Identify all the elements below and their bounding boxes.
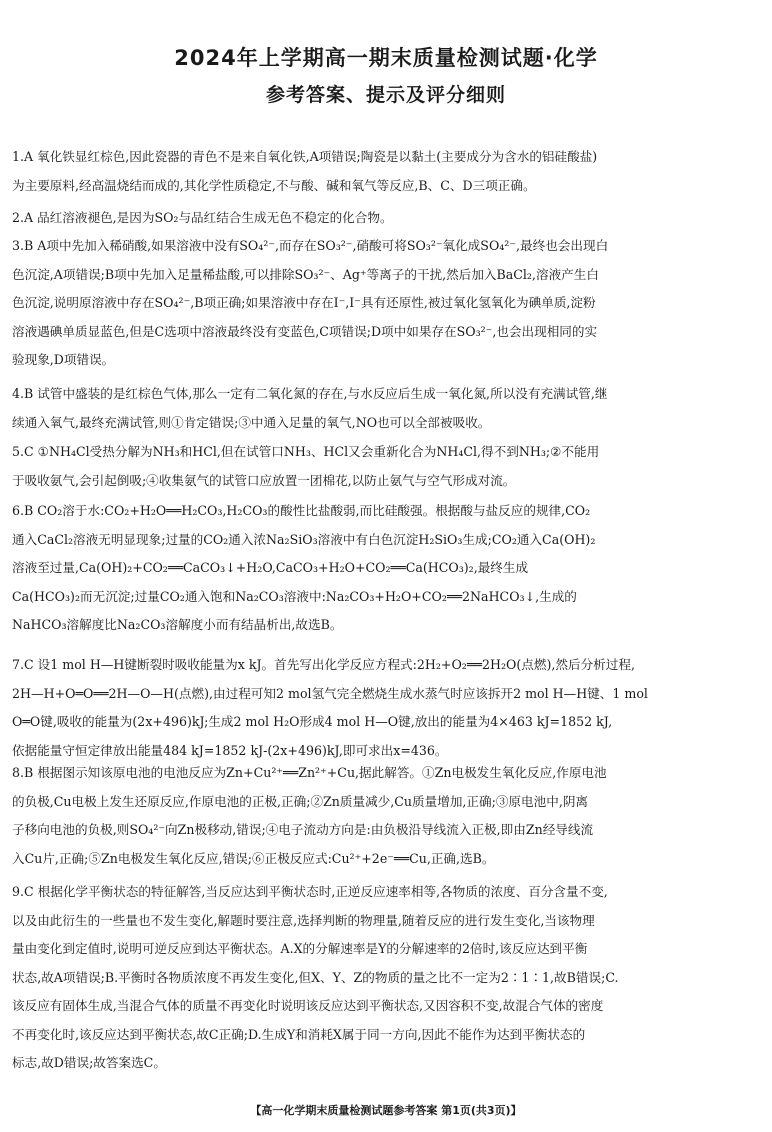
answer-line: 以及由此衍生的一些量也不发生变化,解题时要注意,选择判断的物理量,随着反应的进行发生变化,当该物理 [12, 912, 595, 928]
answer-line: 续通入氧气,最终充满试管,则①肯定错误;③中通入足量的氧气,NO也可以全部被吸收。 [12, 414, 491, 430]
page-title: 2024年上学期高一期末质量检测试题·化学 [174, 46, 598, 70]
answer-line: NaHCO₃溶解度比Na₂CO₃溶解度小而有结晶析出,故选B。 [12, 617, 343, 632]
answer-line: Ca(HCO₃)₂而无沉淀;过量CO₂通入饱和Na₂CO₃溶液中:Na₂CO₃+H₂O+CO₂══2NaHCO₃↓,生成的 [12, 588, 577, 604]
answer-line: 9.C 根据化学平衡状态的特征解答,当反应达到平衡状态时,正逆反应速率相等,各物质的浓度、百分含量不变, [12, 884, 608, 899]
answer-line: 5.C ①NH₄Cl受热分解为NH₃和HCl,但在试管口NH₃、HCl又会重新化合为NH₄Cl,得不到NH₃;②不能用 [12, 444, 600, 459]
answer-line: 1.A 氧化铁显红棕色,因此瓷器的青色不是来自氧化铁,A项错误;陶瓷是以黏土(主要成分为含水的铝硅酸盐) [12, 149, 598, 164]
answer-8 [12, 759, 762, 873]
answer-line: 溶液遇碘单质显蓝色,但是C选项中溶液最终没有变蓝色,C项错误;D项中如果存在SO₃²⁻,也会出现相同的实 [12, 323, 598, 339]
answer-line: O═O键,吸收的能量为(2x+496)kJ;生成2 mol H₂O形成4 mol H—O键,放出的能量为4×463 kJ=1852 kJ, [12, 714, 613, 729]
answer-line: 子移向电池的负极,则SO₄²⁻向Zn极移动,错误;④电子流动方向是:由负极沿导线流入正极,即由Zn经导线流 [12, 822, 594, 837]
answer-line: 标志,故D错误;故答案选C。 [12, 1055, 166, 1070]
answer-line: 7.C 设1 mol H—H键断裂时吸收能量为x kJ。首先写出化学反应方程式:2H₂+O₂══2H₂O(点燃),然后分析过程, [12, 657, 635, 672]
page-footer: 【高一化学期末质量检测试题参考答案 第1页(共3页)】 [250, 1104, 522, 1117]
answer-9 [12, 878, 762, 1078]
answer-line: 不再变化时,该反应达到平衡状态,故C正确;D.生成Y和消耗X属于同一方向,因此不能作为达到平衡状态的 [12, 1026, 586, 1042]
answer-line: 6.B CO₂溶于水:CO₂+H₂O══H₂CO₃,H₂CO₃的酸性比盐酸弱,而比硅酸强。根据酸与盐反应的规律,CO₂ [12, 503, 591, 518]
answer-4 [12, 380, 762, 437]
answer-line: 3.B A项中先加入稀硝酸,如果溶液中没有SO₄²⁻,而存在SO₃²⁻,硝酸可将SO₃²⁻氧化成SO₄²⁻,最终也会出现白 [12, 238, 609, 253]
answer-line: 验现象,D项错误。 [12, 352, 115, 367]
answer-line: 量由变化到定值时,说明可逆反应到达平衡状态。A.X的分解速率是Y的分解速率的2倍时,该反应达到平衡 [12, 941, 588, 956]
answer-3 [12, 232, 762, 375]
answer-line: 色沉淀,A项错误;B项中先加入足量稀盐酸,可以排除SO₃²⁻、Ag⁺等离子的干扰,然后加入BaCl₂,溶液产生白 [12, 266, 599, 282]
answer-line: 4.B 试管中盛装的是红棕色气体,那么一定有二氧化氮的存在,与水反应后生成一氧化氮,所以没有充满试管,继 [12, 386, 608, 401]
answer-line: 依据能量守恒定律放出能量484 kJ=1852 kJ-(2x+496)kJ,即可求出x=436。 [12, 742, 448, 758]
answer-line: 于吸收氨气,会引起倒吸;④收集氨气的试管口应放置一团棉花,以防止氨气与空气形成对流。 [12, 472, 516, 488]
answer-7 [12, 651, 762, 765]
answer-line: 色沉淀,说明原溶液中存在SO₄²⁻,B项正确;如果溶液中存在I⁻,I⁻具有还原性,被过氧化氢氧化为碘单质,淀粉 [12, 295, 596, 310]
answer-6 [12, 497, 762, 640]
answer-line: 该反应有固体生成,当混合气体的质量不再变化时说明该反应达到平衡状态,又因容积不变,故混合气体的密度 [12, 998, 604, 1013]
answer-line: 状态,故A项错误;B.平衡时各物质浓度不再发生变化,但X、Y、Z的物质的量之比不一定为2∶1∶1,故B错误;C. [12, 969, 619, 985]
page-subtitle: 参考答案、提示及评分细则 [265, 84, 506, 106]
answer-line: 溶液至过量,Ca(OH)₂+CO₂══CaCO₃↓+H₂O,CaCO₃+H₂O+CO₂══Ca(HCO₃)₂,最终生成 [12, 560, 529, 575]
answer-line: 的负极,Cu电极上发生还原反应,作原电池的正极,正确;②Zn质量减少,Cu质量增加,正确;③原电池中,阴离 [12, 793, 589, 809]
answer-1 [12, 143, 762, 200]
answer-line: 通入CaCl₂溶液无明显现象;过量的CO₂通入浓Na₂SiO₃溶液中有白色沉淀H₂SiO₃生成;CO₂通入Ca(OH)₂ [12, 531, 596, 547]
answer-line: 入Cu片,正确;⑤Zn电极发生氧化反应,错误;⑥正极反应式:Cu²⁺+2e⁻══Cu,正确,选B。 [12, 850, 495, 866]
answer-line: 为主要原料,经高温烧结而成的,其化学性质稳定,不与酸、碱和氧气等反应,B、C、D三项正确。 [12, 177, 536, 193]
answer-line: 2H—H+O═O══2H—O—H(点燃),由过程可知2 mol氢气完全燃烧生成水蒸气时应该拆开2 mol H—H键、1 mol [12, 685, 648, 701]
answer-5 [12, 438, 762, 495]
answer-line: 8.B 根据图示知该原电池的电池反应为Zn+Cu²⁺══Zn²⁺+Cu,据此解答。①Zn电极发生氧化反应,作原电池 [12, 765, 607, 780]
answer-line: 2.A 品红溶液褪色,是因为SO₂与品红结合生成无色不稳定的化合物。 [12, 210, 393, 225]
answer-2 [12, 204, 762, 233]
